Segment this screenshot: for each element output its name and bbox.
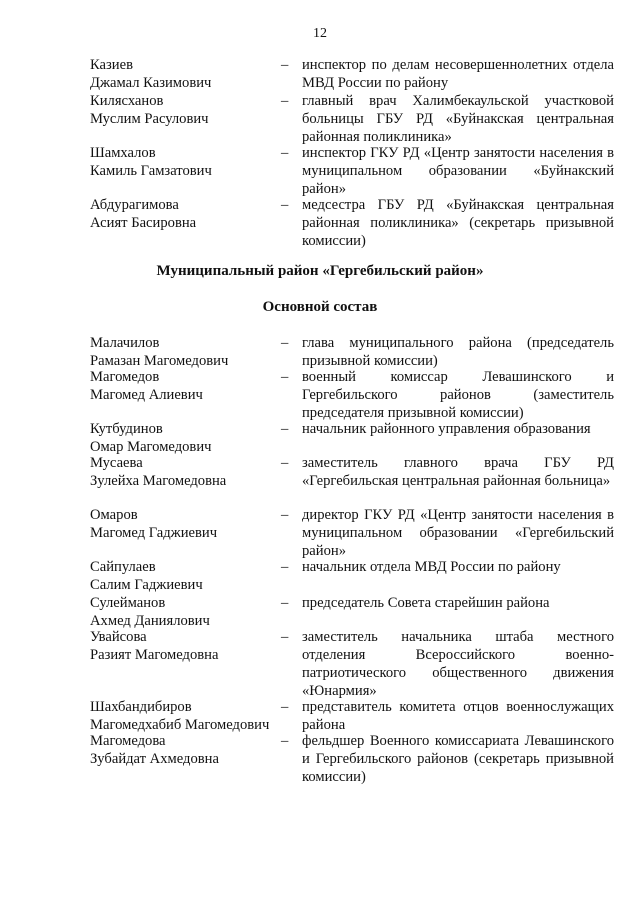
member-entry	[90, 144, 614, 198]
member-name	[90, 628, 281, 664]
member-surname: Магомедов	[90, 369, 160, 385]
member-given-name: Зулейха Магомедовна	[90, 473, 227, 489]
member-role: медсестра ГБУ РД «Буйнакская центральная районная поликлиника» (секретарь призывной комиссии)	[302, 197, 614, 249]
member-name	[90, 196, 281, 232]
member-name	[90, 594, 281, 630]
member-role: представитель комитета отцов военнослужащих района	[302, 699, 614, 733]
member-name	[90, 454, 281, 490]
separator-dash: –	[281, 197, 289, 213]
member-surname: Магомедова	[90, 733, 166, 749]
member-entry	[90, 56, 614, 92]
member-surname: Сайпулаев	[90, 559, 156, 575]
member-role: фельдшер Военного комиссариата Левашинского и Гергебильского районов (секретарь призывной комиссии)	[302, 733, 614, 785]
member-role: директор ГКУ РД «Центр занятости населения в муниципальном образовании «Гергебильский район»	[302, 507, 614, 559]
separator-dash: –	[281, 629, 289, 645]
member-name	[90, 558, 281, 594]
separator-dash: –	[281, 559, 289, 575]
member-entry	[90, 368, 614, 422]
member-given-name: Рамазан Магомедович	[90, 353, 229, 369]
separator-dash: –	[281, 57, 289, 73]
member-surname: Малачилов	[90, 335, 160, 351]
member-surname: Абдурагимова	[90, 197, 179, 213]
member-surname: Казиев	[90, 57, 133, 73]
member-given-name: Разият Магомедовна	[90, 647, 219, 663]
member-given-name: Магомед Гаджиевич	[90, 525, 218, 541]
separator-dash: –	[281, 369, 289, 385]
member-surname: Мусаева	[90, 455, 143, 471]
member-entry	[90, 558, 614, 594]
member-surname: Шамхалов	[90, 145, 156, 161]
member-entry	[90, 628, 614, 700]
member-surname: Омаров	[90, 507, 138, 523]
member-surname: Шахбандибиров	[90, 699, 192, 715]
member-entry	[90, 698, 614, 734]
member-role: инспектор по делам несовершеннолетних отдела МВД России по району	[302, 57, 614, 91]
member-given-name: Муслим Расулович	[90, 111, 209, 127]
member-role: заместитель начальника штаба местного отделения Всероссийского военно-патриотического общественного движения «Юнармия»	[302, 629, 614, 699]
member-role: начальник районного управления образования	[302, 421, 591, 437]
separator-dash: –	[281, 145, 289, 161]
member-given-name: Зубайдат Ахмедовна	[90, 751, 219, 767]
member-given-name: Омар Магомедович	[90, 439, 212, 455]
member-entry	[90, 92, 614, 146]
member-name	[90, 698, 281, 734]
section-title: Муниципальный район «Гергебильский район»	[156, 263, 484, 279]
member-given-name: Салим Гаджиевич	[90, 577, 203, 593]
subsection-title: Основной состав	[262, 299, 378, 315]
member-name	[90, 92, 281, 128]
member-role: инспектор ГКУ РД «Центр занятости населения в муниципальном образовании «Буйнакский район»	[302, 145, 614, 197]
separator-dash: –	[281, 455, 289, 471]
member-given-name: Магомед Алиевич	[90, 387, 203, 403]
member-role: главный врач Халимбекаульской участковой больницы ГБУ РД «Буйнакская центральная районная поликлиника»	[302, 93, 614, 145]
member-given-name: Джамал Казимович	[90, 75, 212, 91]
member-role: глава муниципального района (председатель призывной комиссии)	[302, 335, 614, 369]
member-name	[90, 420, 281, 456]
separator-dash: –	[281, 421, 289, 437]
member-surname: Килясханов	[90, 93, 164, 109]
member-entry	[90, 506, 614, 560]
separator-dash: –	[281, 733, 289, 749]
member-name	[90, 368, 281, 404]
member-entry	[90, 196, 614, 250]
member-name	[90, 334, 281, 370]
member-entry	[90, 732, 614, 786]
member-role: военный комиссар Левашинского и Гергебильского районов (заместитель председателя призывной комиссии)	[302, 369, 614, 421]
separator-dash: –	[281, 93, 289, 109]
separator-dash: –	[281, 595, 289, 611]
separator-dash: –	[281, 335, 289, 351]
member-given-name: Камиль Гамзатович	[90, 163, 212, 179]
member-given-name: Ахмед Даниялович	[90, 613, 210, 629]
member-entry	[90, 454, 614, 490]
member-entry	[90, 594, 614, 630]
member-name	[90, 732, 281, 768]
separator-dash: –	[281, 507, 289, 523]
member-name	[90, 506, 281, 542]
member-role: начальник отдела МВД России по району	[302, 559, 561, 575]
member-surname: Увайсова	[90, 629, 147, 645]
separator-dash: –	[281, 699, 289, 715]
member-entry	[90, 420, 614, 456]
member-given-name: Магомедхабиб Магомедович	[90, 717, 270, 733]
member-given-name: Асият Басировна	[90, 215, 197, 231]
member-name	[90, 56, 281, 92]
member-entry	[90, 334, 614, 370]
member-role: председатель Совета старейшин района	[302, 595, 550, 611]
member-surname: Кутбудинов	[90, 421, 163, 437]
member-surname: Сулейманов	[90, 595, 166, 611]
member-role: заместитель главного врача ГБУ РД «Гергебильская центральная районная больница»	[302, 455, 614, 489]
page-number: 12	[313, 26, 327, 41]
member-name	[90, 144, 281, 180]
